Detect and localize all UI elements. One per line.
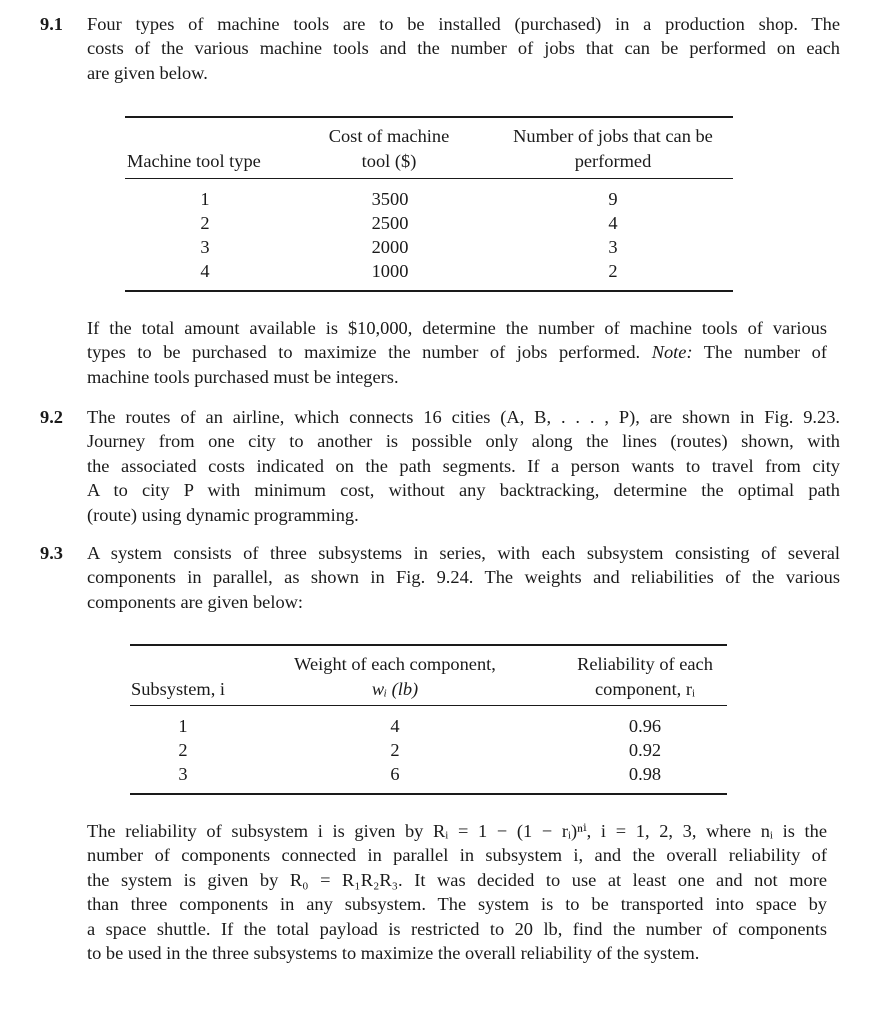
text-line: number of components connected in parallel in subsystem i, and the overall reliability of [87,845,827,866]
table-cell: 2500 [371,213,409,233]
table-header: Number of jobs that can be [513,126,713,146]
note-label: Note: [651,342,693,363]
table-cell: 2 [390,740,400,760]
text-line: a space shuttle. If the total payload is restricted to 20 lb, find the number of components [87,918,827,939]
table-cell: 3500 [371,189,409,209]
problem-9-1-question [87,316,827,389]
text-line: The routes of an airline, which connects 16 cities (A, B, . . . , P), are shown in Fig. 9.23. [87,407,840,427]
text-line: Four types of machine tools are to be installed (purchased) in a production shop. The [87,14,840,34]
table-header: performed [574,151,652,171]
table-header: Weight of each component, [294,654,496,674]
table-cell: 3 [608,237,618,257]
table-header: Reliability of each [577,654,713,674]
problem-9-3 [40,541,840,614]
text-line: than three components in any subsystem. The system is to be transported into space by [87,894,827,915]
text-line: (route) using dynamic programming. [87,504,359,525]
text-line: The reliability of subsystem i is given by Rᵢ = 1 − (1 − rᵢ)ⁿⁱ, i = 1, 2, 3, where nᵢ is the [87,821,827,841]
problem-number: 9.3 [40,543,63,563]
table-cell: 4 [608,213,618,233]
problem-number: 9.2 [40,407,63,427]
table-cell: 1 [178,716,188,736]
table-header-rule [125,178,733,179]
text-segment: types to be purchased to maximize the number of jobs performed. [87,342,641,363]
table-header: Machine tool type [127,151,261,171]
table-cell: 1 [200,189,210,209]
table-cell: 4 [200,261,210,281]
text-line: Journey from one city to another is possible only along the lines (routes) shown, with [87,431,840,452]
problem-number: 9.1 [40,14,63,34]
text-line: If the total amount available is $10,000, determine the number of machine tools of various [87,318,827,338]
problem-9-2 [40,405,840,527]
text-segment: The number of [703,342,827,363]
text-line: the system is given by R₀ = R₁R₂R₃. It was decided to use at least one and not more [87,869,827,890]
text-line: A system consists of three subsystems in series, with each subsystem consisting of several [87,543,840,563]
text-line: A to city P with minimum cost, without any backtracking, determine the optimal path [87,480,840,501]
table-cell: 0.92 [628,740,662,760]
table-cell: 0.98 [628,764,662,784]
table-cell: 2 [200,213,210,233]
table-cell: 1000 [371,261,409,281]
table-header: tool ($) [361,151,417,171]
table-cell: 3 [178,764,188,784]
table-header: Cost of machine [328,126,450,146]
table-cell: 0.96 [628,716,662,736]
problem-text [87,541,840,614]
table-bottom-rule [130,793,727,795]
table-header: component, rᵢ [594,679,696,699]
table-header-rule [130,705,727,706]
table-cell: 2 [608,261,618,281]
problem-text [87,12,840,85]
table-cell: 9 [608,189,618,209]
table-header: wᵢ (lb) [371,679,419,699]
table-cell: 3 [200,237,210,257]
text-line: to be used in the three subsystems to maximize the overall reliability of the system. [87,943,700,964]
text-line: are given below. [87,62,208,83]
table-cell: 4 [390,716,400,736]
problem-9-3-question [87,819,827,965]
table-header: Subsystem, i [131,679,226,699]
problem-text [87,405,840,527]
text-line: components are given below: [87,591,304,612]
text-line [87,340,827,364]
table-cell: 2 [178,740,188,760]
text-line: machine tools purchased must be integers. [87,366,399,387]
table-top-rule [125,116,733,118]
table-top-rule [130,644,727,646]
table-cell: 6 [390,764,400,784]
text-line: costs of the various machine tools and the number of jobs that can be performed on each [87,38,840,59]
problem-9-1 [40,12,840,85]
table-cell: 2000 [371,237,409,257]
table-bottom-rule [125,290,733,292]
text-line: components in parallel, as shown in Fig. 9.24. The weights and reliabilities of the various [87,567,840,588]
text-line: the associated costs indicated on the path segments. If a person wants to travel from city [87,455,840,476]
